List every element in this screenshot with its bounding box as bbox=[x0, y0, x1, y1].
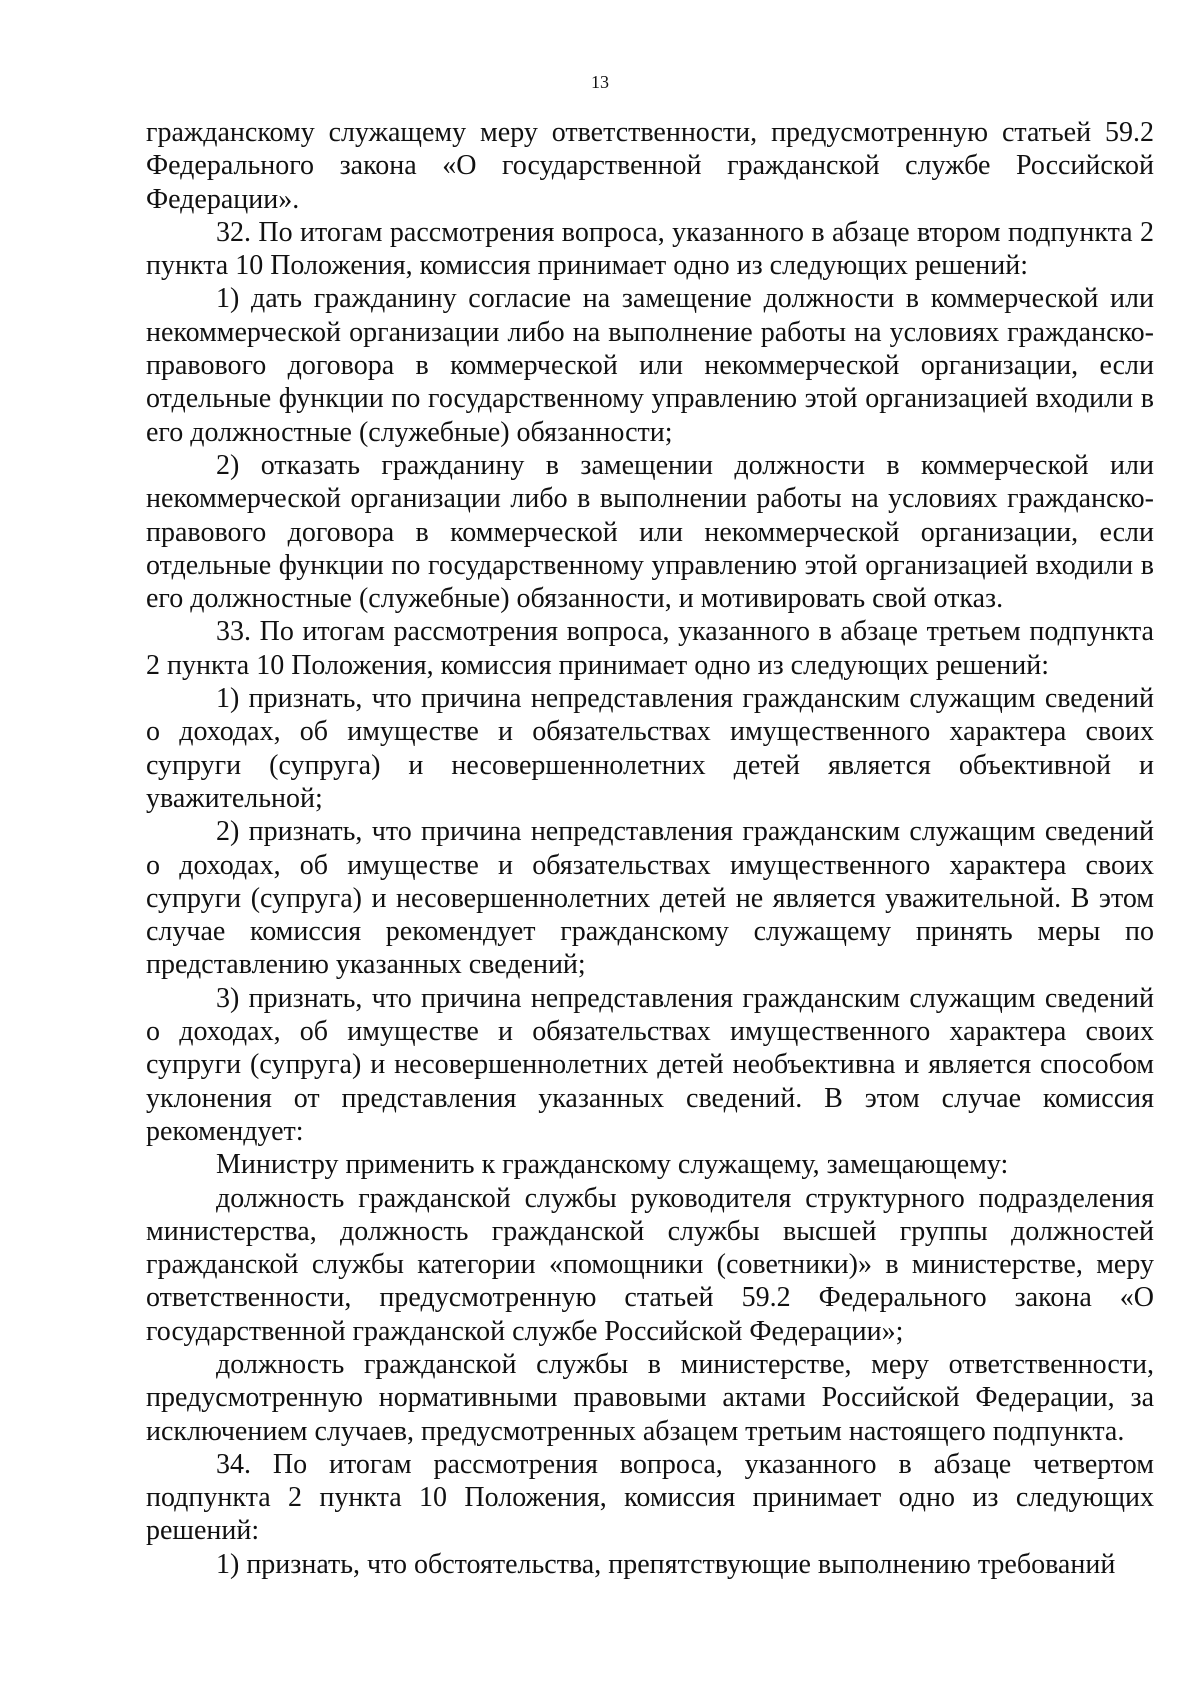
paragraph-32-subitem-2: 2) отказать гражданину в замещении должности в коммерческой или некоммерческой организации либо в выполнении работы на условиях гражданско-правового договора в коммерческой или некоммерческой организации, если отдельные функции по государственному управлению этой организацией входили в его должностные (служебные) обязанности, и мотивировать свой отказ. bbox=[146, 449, 1154, 615]
paragraph-33-subitem-1: 1) признать, что причина непредставления гражданским служащим сведений о доходах, об имуществе и обязательствах имущественного характера своих супруги (супруга) и несовершеннолетних детей является объективной и уважительной; bbox=[146, 683, 1154, 814]
paragraph-other-positions: должность гражданской службы в министерстве, меру ответственности, предусмотренную нормативными правовыми актами Российской Федерации, за исключением случаев, предусмотренных абзацем третьим настоящего подпункта. bbox=[146, 1348, 1154, 1447]
paragraph-34-subitem-1: 1) признать, что обстоятельства, препятствующие выполнению требований bbox=[216, 1548, 1116, 1580]
paragraph-item-34: 34. По итогам рассмотрения вопроса, указанного в абзаце четвертом подпункта 2 пункта 10 Положения, комиссия принимает одно из следующих решений: bbox=[146, 1448, 1154, 1547]
paragraph-senior-positions: должность гражданской службы руководителя структурного подразделения министерства, должность гражданской службы высшей группы должностей гражданской службы категории «помощники (советники)» в министерстве, меру ответственности, предусмотренную статьей 59.2 Федерального закона «О государственной гражданской службе Российской Федерации»; bbox=[146, 1182, 1154, 1347]
paragraph-item-32: 32. По итогам рассмотрения вопроса, указанного в абзаце втором подпункта 2 пункта 10 Положения, комиссия принимает одно из следующих решений: bbox=[146, 216, 1154, 282]
paragraph-item-33: 33. По итогам рассмотрения вопроса, указанного в абзаце третьем подпункта 2 пункта 10 Положения, комиссия принимает одно из следующих решений: bbox=[146, 616, 1154, 681]
paragraph-33-subitem-2: 2) признать, что причина непредставления гражданским служащим сведений о доходах, об имуществе и обязательствах имущественного характера своих супруги (супруга) и несовершеннолетних детей не является уважительной. В этом случае комиссия рекомендует гражданскому служащему принять меры по представлению указанных сведений; bbox=[146, 816, 1154, 981]
paragraph-33-subitem-3: 3) признать, что причина непредставления гражданским служащим сведений о доходах, об имуществе и обязательствах имущественного характера своих супруги (супруга) и несовершеннолетних детей необъективна и является способом уклонения от представления указанных сведений. В этом случае комиссия рекомендует: bbox=[146, 982, 1154, 1147]
document-body bbox=[146, 116, 1154, 1581]
paragraph-continuation: гражданскому служащему меру ответственности, предусмотренную статьей 59.2 Федерального закона «О государственной гражданской службе Российской Федерации». bbox=[146, 117, 1154, 215]
page-number: 13 bbox=[591, 72, 609, 92]
paragraph-minister-intro: Министру применить к гражданскому служащему, замещающему: bbox=[216, 1149, 1009, 1181]
paragraph-32-subitem-1: 1) дать гражданину согласие на замещение должности в коммерческой или некоммерческой организации либо на выполнение работы на условиях гражданско-правового договора в коммерческой или некоммерческой организации, если отдельные функции по государственному управлению этой организацией входили в его должностные (служебные) обязанности; bbox=[146, 283, 1154, 448]
